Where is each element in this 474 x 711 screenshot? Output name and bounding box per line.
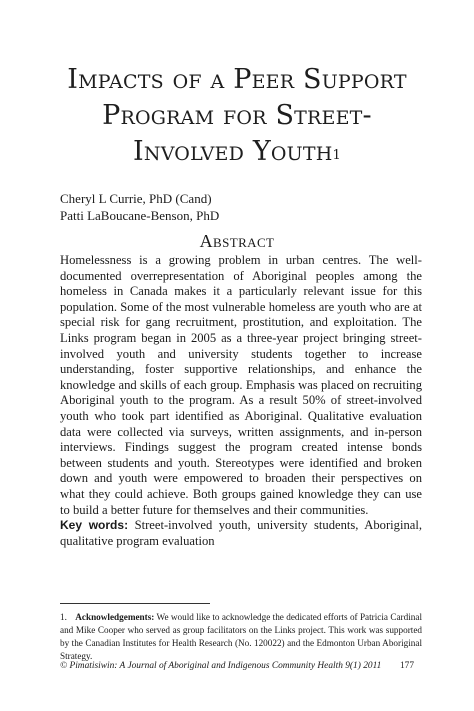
title-line: Program for Street- — [102, 100, 372, 131]
abstract-section — [60, 253, 422, 549]
page-footer — [60, 660, 422, 672]
author-list — [60, 190, 219, 224]
author-name: Cheryl L Currie, PhD (Cand) — [60, 191, 212, 206]
title-footnote-mark: 1 — [332, 148, 341, 163]
abstract-heading: Abstract — [199, 231, 275, 251]
footnote-text: We would like to acknowledge the dedicated efforts of Patricia Cardinal and Mike Cooper who served as group facilitators on the Links project. This work was supported by the Canadian Institutes for Health Research (No. 120022) and the Edmonton Urban Aboriginal Strategy. — [60, 612, 422, 661]
keywords-line — [60, 518, 422, 549]
article-title — [40, 62, 434, 170]
journal-citation: © Pimatisiwin: A Journal of Aboriginal and Indigenous Community Health 9(1) 2011 — [60, 661, 382, 671]
footnote-divider — [60, 603, 210, 604]
author-name: Patti LaBoucane-Benson, PhD — [60, 208, 220, 223]
title-line-with-mark — [40, 134, 434, 170]
page-number: 177 — [399, 661, 414, 671]
footnote-label: Acknowledgements: — [75, 612, 155, 622]
abstract-text: Homelessness is a growing problem in urban centres. The well-documented overrepresentation of Aboriginal peoples among the homeless in Canada makes it a particularly relevant issue for this population. Some of the most vulnerable homeless are youth who are at special risk for gang recruitment, prostitution, and exploitation. The Links program began in 2005 as a three-year project bringing street-involved youth and university students together to increase understanding, foster supportive relationships, and enhance the knowledge and skills of each group. Emphasis was placed on recruiting Aboriginal youth to the program. As a result 50% of street-involved youth who took part identified as Aboriginal. Qualitative evaluation data were collected via surveys, written assignments, and in-person interviews. Findings suggest the program created intense bonds between students and youth. Stereotypes were identified and broken down and youth were empowered to broaden their perspectives on what they could achieve. Both groups gained knowledge they can use to build a better future for themselves and their communities. — [60, 253, 422, 517]
keywords-text: Street-involved youth, university students, Aboriginal, qualitative program evaluation — [60, 518, 422, 548]
footnote — [60, 611, 422, 663]
keywords-label: Key words: — [60, 518, 129, 533]
title-line: Impacts of a Peer Support — [67, 64, 407, 95]
title-line: Involved Youth — [133, 136, 333, 167]
footnote-number: 1. — [60, 612, 67, 622]
